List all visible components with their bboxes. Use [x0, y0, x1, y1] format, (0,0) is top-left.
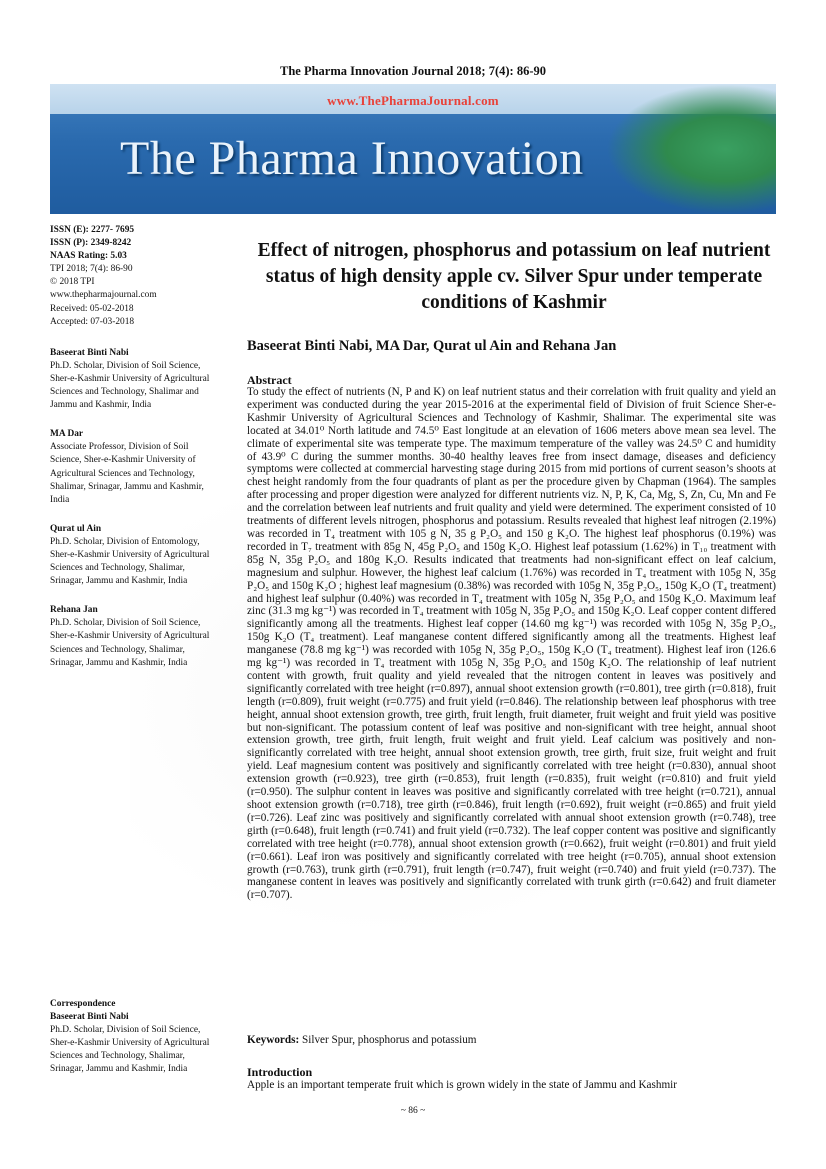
paper-authors: Baseerat Binti Nabi, MA Dar, Qurat ul Ain and Rehana Jan	[247, 338, 617, 354]
introduction-heading: Introduction	[247, 1065, 313, 1079]
author-affiliation: Ph.D. Scholar, Division of Soil Science, Sher-e-Kashmir University of Agricultural Sciences and Technology, Shalimar and Jammu and Kashmir, India	[50, 360, 210, 411]
paper-title: Effect of nitrogen, phosphorus and potassium on leaf nutrient status of high density apple cv. Silver Spur under temperate conditions of Kashmir	[257, 240, 771, 313]
author-affiliation: Associate Professor, Division of Soil Science, Sher-e-Kashmir University of Agricultural Sciences and Technology, Shalimar, Srinagar, Jammu and Kashmir, India	[50, 442, 204, 505]
journal-banner	[50, 84, 776, 214]
banner-url[interactable]: www.ThePharmaJournal.com	[327, 93, 499, 108]
journal-meta	[50, 224, 220, 329]
author-affiliation: Ph.D. Scholar, Division of Entomology, Sher-e-Kashmir University of Agricultural Sciences and Technology, Shalimar, Srinagar, Jammu and Kashmir, India	[50, 536, 210, 587]
issn-e: ISSN (E): 2277- 7695	[50, 225, 135, 235]
author-name: Baseerat Binti Nabi	[50, 347, 129, 358]
introduction-text: Apple is an important temperate fruit which is grown widely in the state of Jammu and Kashmir	[247, 1079, 677, 1091]
author-name: Qurat ul Ain	[50, 523, 102, 534]
keywords-label: Keywords:	[247, 1034, 300, 1046]
left-column	[50, 224, 220, 670]
author-name: MA Dar	[50, 429, 84, 440]
keywords-text: Silver Spur, phosphorus and potassium	[302, 1034, 477, 1046]
received-date: Received: 05-02-2018	[50, 303, 134, 314]
keywords	[247, 1034, 776, 1046]
correspondence-affiliation: Ph.D. Scholar, Division of Soil Science, Sher-e-Kashmir University of Agricultural Sciences and Technology, Shalimar, Srinagar, Jammu and Kashmir, India	[50, 1025, 210, 1075]
accepted-date: Accepted: 07-03-2018	[50, 316, 135, 327]
copyright: © 2018 TPI	[50, 277, 95, 288]
author-info	[50, 523, 220, 588]
abstract-text: To study the effect of nutrients (N, P and K) on leaf nutrient status and their correlation with fruit quality and yield an experiment was conducted during the year 2015-2016 at the experimental field of Division of fruit Science Sher-e-Kashmir University of Agricultural Sciences and Technology of Kashmir, Shalimar. The experimental site was located at 34.01⁰ North latitude and 74.5⁰ East longitude at an elevation of 1606 meters above mean sea level. The climate of experimental site was temperate type. The maximum temperature of the valley was 24.5⁰ C and humidity of 43.9⁰ C during the summer months. 30-40 healthy leaves free from insect damage, diseases and deficiency symptoms were collected at commercial harvesting stage during 2015 from mid portions of current season’s shoots at chest height randomly from the four quadrants of plant as per the procedure given by Chapman (1964). The samples after processing and proper digestion were analyzed for different nutrients viz. N, P, K, Ca, Mg, S, Zn, Cu, Mn and Fe and the correlation between leaf nutrients and fruit quality and yield were determined. The experiment consisted of 10 treatments of different levels nitrogen, phosphorus and potassium. Results revealed that highest leaf nitrogen (2.19%) was recorded in T₄ treatment with 105 g N, 35 g P₂O₅ and 150 g K₂O. The highest leaf phosphorus (0.19%) was recorded in T₇ treatment with 85g N, 45g P₂O₅ and 150g K₂O. Highest leaf potassium (1.62%) in T₁₀ treatment with 85g N, 35g P₂O₅ and 180g K₂O. Results indicated that treatments had non-significant effect on leaf calcium, magnesium and sulphur. However, the highest leaf calcium (1.76%) was recorded in T₄ treatment with 105g N, 35g P₂O₅ and 150g K₂O ; highest leaf magnesium (0.38%) was recorded with 105g N, 35g P₂O₅, 150g K₂O (T₄ treatment) and highest leaf sulphur (0.40%) was recorded in T₄ treatment with 105g N, 35g P₂O₅ and 150g K₂O. Maximum leaf zinc (31.3 mg kg⁻¹) was recorded in T₄ treatment with 105g N, 35g P₂O₅ and 150g K₂O. Leaf copper content differed significantly among all the treatments. Highest leaf copper (14.60 mg kg⁻¹) was recorded with 105g N, 35g P₂O₅, 150g K₂O (T₄ treatment). Leaf manganese content differed significantly among all the treatments. Highest leaf manganese (78.8 mg kg⁻¹) was recorded with 105g N, 35g P₂O₅, 150g K₂O (T₄ treatment). Highest leaf iron (126.6 mg kg⁻¹) was recorded in T₄ treatment with 105g N, 35g P₂O₅ and 150g K₂O. The relationship of leaf nutrient content with growth, fruit quality and yield revealed that the nitrogen content in leaves was positively and significantly correlated with tree height (r=0.897), annual shoot extension growth (r=0.801), tree girth (r=0.818), fruit length (r=0.809), fruit weight (r=0.775) and fruit yield (r=0.846). The relationship between leaf phosphorus with tree height, annual shoot extension growth, tree girth, fruit length, fruit diameter, fruit weight and fruit yield was positive but non-significant. The potassium content of leaf was positive and non-significant with tree height, annual shoot extension growth, tree girth, fruit length, fruit weight and fruit yield. Leaf calcium was positively and non-significantly correlated with tree height, annual shoot extension growth, tree girth, fruit size, fruit weight and fruit yield. Leaf magnesium content was positively and significantly correlated with tree height (r=0.830), annual shoot extension growth (r=0.923), tree girth (r=0.853), fruit length (r=0.835), fruit weight (r=0.810) and fruit yield (r=0.950). The sulphur content in leaves was positive and significantly correlated with tree height (r=0.721), annual shoot extension growth (r=0.718), tree girth (r=0.846), fruit length (r=0.692), fruit weight (r=0.865) and fruit yield (r=0.726). Leaf zinc was positively and significantly correlated with annual shoot extension growth (r=0.748), tree girth (r=0.648), fruit length (r=0.741) and fruit yield (r=0.732). The leaf copper content was positive and significantly correlated with tree height (r=0.778), annual shoot extension growth (r=0.662), fruit weight (r=0.801) and fruit yield (r=0.661). Leaf iron was positively and significantly correlated with tree height (r=0.705), annual shoot extension growth (r=0.763), trunk girth (r=0.791), fruit length (r=0.747), fruit weight (r=0.740) and fruit yield (r=0.737). The manganese content in leaves was positively and significantly correlated with trunk girth (r=0.642) and fruit diameter (r=0.707).	[247, 386, 776, 902]
naas-rating: NAAS Rating: 5.03	[50, 251, 127, 262]
correspondence-block	[50, 998, 220, 1077]
page-number: ~ 86 ~	[400, 1106, 426, 1116]
banner-journal-name: The Pharma Innovation	[120, 132, 584, 185]
leaf-logo-image	[606, 84, 776, 214]
journal-site-link[interactable]: www.thepharmajournal.com	[50, 290, 157, 301]
author-affiliation: Ph.D. Scholar, Division of Soil Science, Sher-e-Kashmir University of Agricultural Sciences and Technology, Shalimar, Srinagar, Jammu and Kashmir, India	[50, 618, 210, 668]
author-name: Rehana Jan	[50, 605, 98, 616]
correspondence-name: Baseerat Binti Nabi	[50, 1012, 129, 1023]
author-info	[50, 428, 220, 507]
journal-header: The Pharma Innovation Journal 2018; 7(4): 86-90	[280, 64, 546, 78]
abstract-heading: Abstract	[247, 373, 292, 387]
correspondence-heading: Correspondence	[50, 999, 116, 1009]
tpi-ref: TPI 2018; 7(4): 86-90	[50, 264, 133, 275]
author-info	[50, 347, 220, 412]
author-info	[50, 604, 220, 669]
issn-p: ISSN (P): 2349-8242	[50, 238, 132, 249]
